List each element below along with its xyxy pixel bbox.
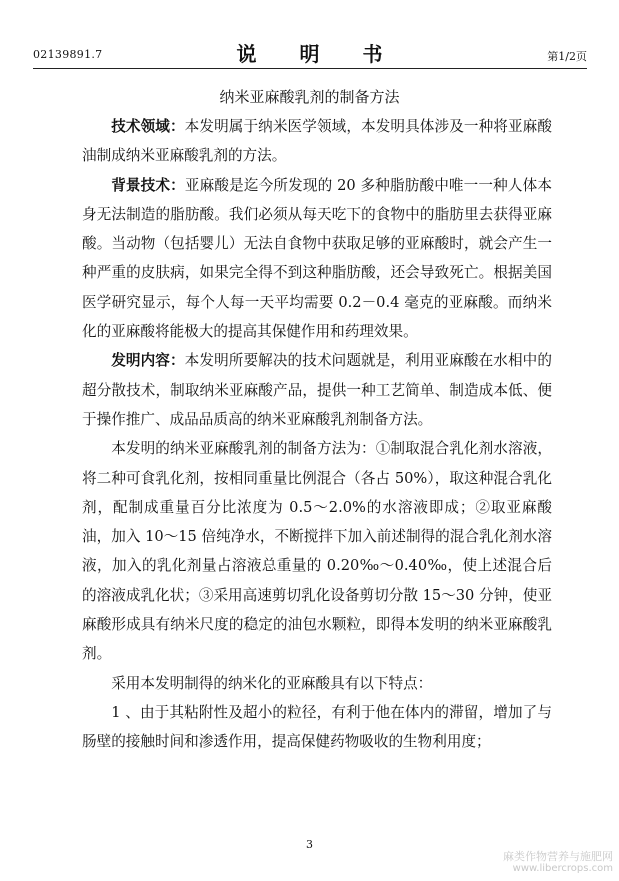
- method-paragraph: 本发明的纳米亚麻酸乳剂的制备方法为：①制取混合乳化剂水溶液，将二种可食乳化剂，按相同重量比例混合（各占 50%），取这种混合乳化剂，配制成重量百分比浓度为 0.5～2.0%的水溶液即成；②取亚麻酸油，加入 10～15 倍纯净水，不断搅拌下加入前述制得的混合乳化剂水溶液，加入的乳化剂量占溶液总重量的 0.20‰～0.40‰，使上述混合后的溶液成乳化状；③采用高速剪切乳化设备剪切分散 15～30 分钟，使亚麻酸形成具有纳米尺度的稳定的油包水颗粒，即得本发明的纳米亚麻酸乳剂。: [82, 440, 552, 663]
- watermark: [503, 851, 613, 875]
- section-technical-field: [82, 112, 552, 171]
- features-intro: 采用本发明制得的纳米化的亚麻酸具有以下特点：: [111, 674, 433, 692]
- document-body: [82, 112, 552, 757]
- watermark-url: www.libercrops.com: [512, 863, 613, 874]
- section-label: 背景技术：: [111, 176, 185, 194]
- header-divider: [33, 68, 587, 69]
- application-number: 02139891.7: [33, 48, 103, 61]
- watermark-site-name: 麻类作物营养与施肥网: [503, 850, 613, 863]
- page-number: 3: [306, 838, 313, 851]
- header-title: 说 明 书: [236, 42, 401, 66]
- feature-item: 1 、由于其粘附性及超小的粒径，有利于他在体内的滞留，增加了与肠壁的接触时间和渗透作用，提高保健药物吸收的生物利用度；: [82, 703, 552, 751]
- section-text: 本发明属于纳米医学领域，本发明具体涉及一种将亚麻酸油制成纳米亚麻酸乳剂的方法。: [82, 118, 552, 165]
- section-label: 发明内容：: [111, 352, 185, 370]
- document-title: 纳米亚麻酸乳剂的制备方法: [219, 88, 400, 106]
- page-indicator: 第1/2页: [547, 50, 587, 63]
- section-invention-content: [82, 346, 552, 434]
- section-text: 亚麻酸是迄今所发现的 20 多种脂肪酸中唯一一种人体本身无法制造的脂肪酸。我们必须从每天吃下的食物中的脂肪里去获得亚麻酸。当动物（包括婴儿）无法自食物中获取足够的亚麻酸时，就会产生一种严重的皮肤病，如果完全得不到这种脂肪酸，还会导致死亡。根据美国医学研究显示，每个人每一天平均需要 0.2－0.4 毫克的亚麻酸。而纳米化的亚麻酸将能极大的提高其保健作用和药理效果。: [82, 176, 552, 341]
- section-background: [82, 171, 552, 347]
- section-text: 本发明所要解决的技术问题就是，利用亚麻酸在水相中的超分散技术，制取纳米亚麻酸产品，提供一种工艺简单、制造成本低、便于操作推广、成品品质高的纳米亚麻酸乳剂制备方法。: [82, 352, 552, 428]
- section-label: 技术领域：: [111, 118, 185, 135]
